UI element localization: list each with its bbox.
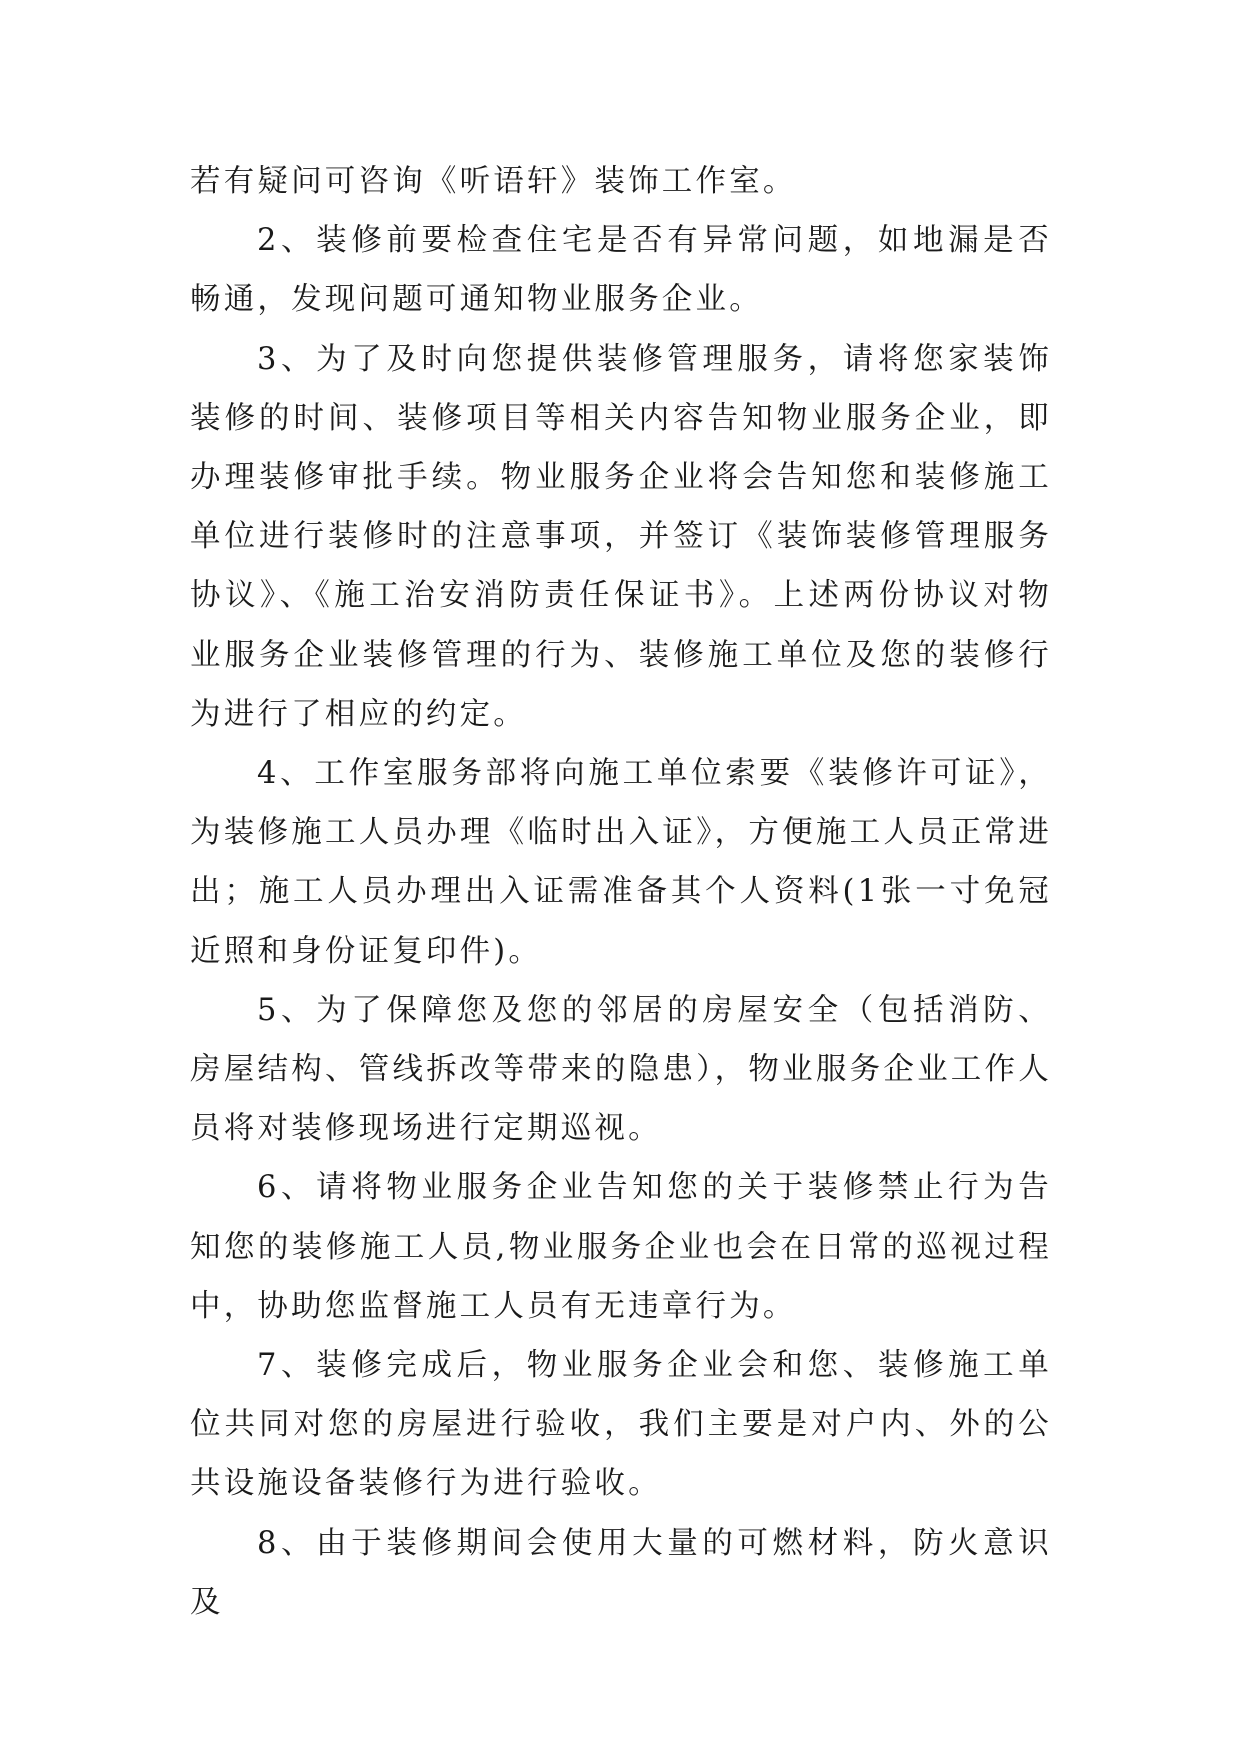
paragraph-continuation: 若有疑问可咨询《听语轩》装饰工作室。: [190, 164, 797, 199]
paragraph-item-3: 3、为了及时向您提供装修管理服务，请将您家装饰装修的时间、装修项目等相关内容告知物业服务企业，即办理装修审批手续。物业服务企业将会告知您和装修施工单位进行装修时的注意事项，并签订《装饰装修管理服务协议》、《施工治安消防责任保证书》。上述两份协议对物业服务企业装修管理的行为、装修施工单位及您的装修行为进行了相应的约定。: [190, 341, 1052, 732]
paragraph-item-5: 5、为了保障您及您的邻居的房屋安全（包括消防、房屋结构、管线拆改等带来的隐患），物业服务企业工作人员将对装修现场进行定期巡视。: [190, 992, 1052, 1147]
paragraph-item-6: 6、请将物业服务企业告知您的关于装修禁止行为告知您的装修施工人员,物业服务企业也会在日常的巡视过程中，协助您监督施工人员有无违章行为。: [190, 1170, 1052, 1324]
paragraph-item-4: 4、工作室服务部将向施工单位索要《装修许可证》，为装修施工人员办理《临时出入证》，方便施工人员正常进出；施工人员办理出入证需准备其个人资料(1张一寸免冠近照和身份证复印件)。: [190, 756, 1052, 969]
paragraph-item-2: 2、装修前要检查住宅是否有异常问题，如地漏是否畅通，发现问题可通知物业服务企业。: [190, 223, 1052, 318]
paragraph-item-8: 8、由于装修期间会使用大量的可燃材料，防火意识及: [190, 1525, 1052, 1620]
document-body: [190, 152, 1052, 1632]
paragraph-item-7: 7、装修完成后，物业服务企业会和您、装修施工单位共同对您的房屋进行验收，我们主要是对户内、外的公共设施设备装修行为进行验收。: [190, 1348, 1052, 1502]
